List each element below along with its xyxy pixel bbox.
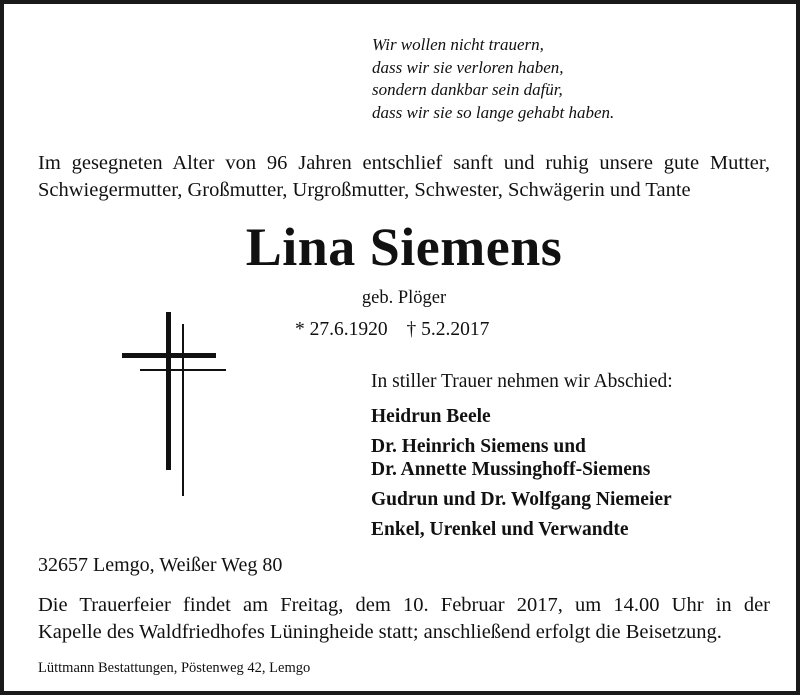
poem-line: sondern dankbar sein dafür,: [372, 80, 563, 99]
birth-date: * 27.6.1920: [295, 319, 388, 340]
life-dates: [295, 318, 489, 342]
double-cross-icon: [120, 312, 230, 498]
cross-vertical-line: [182, 324, 184, 496]
farewell-text: In stiller Trauer nehmen wir Abschied:: [371, 371, 673, 392]
mourner-line: Dr. Heinrich Siemens und: [371, 436, 586, 457]
mourner-line: Heidrun Beele: [371, 406, 491, 427]
poem-line: Wir wollen nicht trauern,: [372, 35, 544, 54]
cross-vertical-bar: [166, 312, 171, 470]
mourner-line: Enkel, Urenkel und Verwandte: [371, 519, 629, 540]
birth-name: geb. Plöger: [361, 288, 447, 308]
funeral-service-info: [38, 592, 770, 646]
mourner-entry: [371, 405, 672, 428]
cross-horizontal-line: [140, 369, 226, 371]
mourners-list: [371, 405, 672, 548]
intro-line: Im gesegneten Alter von 96 Jahren entschlief sanft und ruhig unsere gute Mutter,: [38, 152, 770, 174]
mourner-line: Gudrun und Dr. Wolfgang Niemeier: [371, 489, 672, 510]
intro-text: [38, 150, 770, 204]
family-address: 32657 Lemgo, Weißer Weg 80: [38, 554, 283, 576]
deceased-name: Lina Siemens: [245, 217, 563, 277]
ceremony-line: Die Trauerfeier findet am Freitag, dem 10. Februar 2017, um 14.00 Uhr in der: [38, 594, 770, 616]
poem-line: dass wir sie so lange gehabt haben.: [372, 102, 615, 122]
mourner-entry: [371, 518, 672, 541]
death-date: † 5.2.2017: [406, 319, 490, 340]
poem-line: dass wir sie verloren haben,: [372, 57, 564, 77]
undertaker-info: Lüttmann Bestattungen, Pöstenweg 42, Lemgo: [38, 660, 311, 676]
mourner-line: Dr. Annette Mussinghoff-Siemens: [371, 459, 651, 480]
cross-horizontal-bar: [122, 353, 216, 358]
memorial-poem: [372, 34, 614, 124]
mourner-entry: [371, 488, 672, 511]
mourner-entry: [371, 435, 672, 481]
ceremony-line: Kapelle des Waldfriedhofes Lüningheide statt; anschließend erfolgt die Beisetzung.: [38, 621, 722, 643]
intro-line: Schwiegermutter, Großmutter, Urgroßmutter, Schwester, Schwägerin und Tante: [38, 179, 691, 201]
